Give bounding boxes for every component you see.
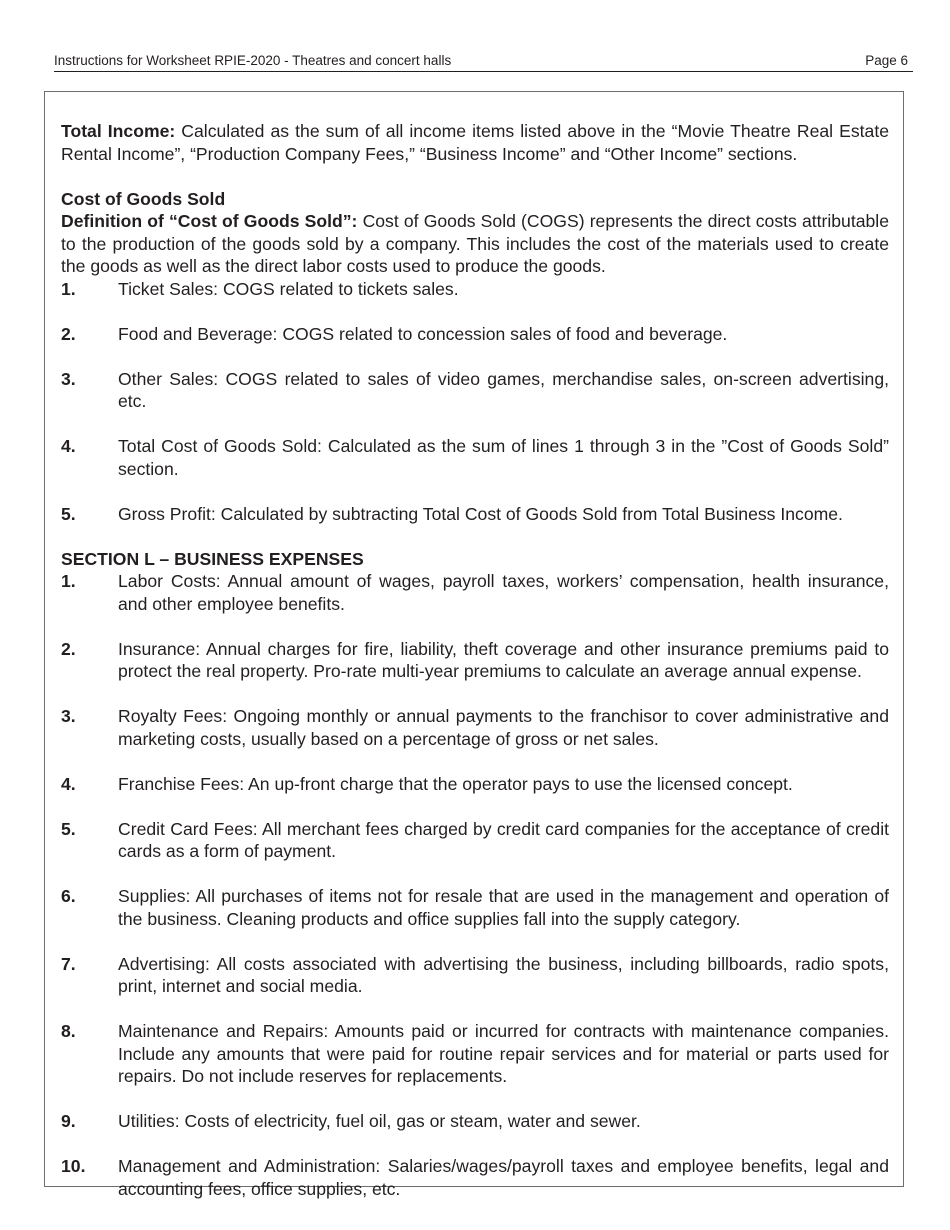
list-item: 8. Maintenance and Repairs: Amounts paid or incurred for contracts with maintenance companies. Include any amounts that were paid for routine repair services and for material or parts used for repairs. Do not include reserves for replacements. bbox=[61, 1021, 889, 1086]
list-item: 6. Supplies: All purchases of items not for resale that are used in the management and operation of the business. Cleaning products and office supplies fall into the supply category. bbox=[61, 886, 889, 929]
list-item: 1. Labor Costs: Annual amount of wages, payroll taxes, workers’ compensation, health insurance, and other employee benefits. bbox=[61, 571, 889, 614]
document-title: Instructions for Worksheet RPIE-2020 - Theatres and concert halls bbox=[54, 53, 452, 68]
instructions-content bbox=[61, 120, 889, 1200]
page-number: Page 6 bbox=[865, 53, 908, 68]
cogs-definition-label: Definition of “Cost of Goods Sold”: bbox=[61, 211, 358, 231]
cogs-definition bbox=[61, 210, 889, 278]
list-item: 3. Other Sales: COGS related to sales of video games, merchandise sales, on-screen advertising, etc. bbox=[61, 368, 889, 411]
list-item: 4. Franchise Fees: An up-front charge that the operator pays to use the licensed concept. bbox=[61, 773, 793, 794]
list-item: 5. Credit Card Fees: All merchant fees charged by credit card companies for the acceptance of credit cards as a form of payment. bbox=[61, 818, 889, 861]
total-income-paragraph bbox=[61, 120, 889, 165]
list-item: 10. Management and Administration: Salaries/wages/payroll taxes and employee benefits, legal and accounting fees, office supplies, etc. bbox=[61, 1156, 889, 1199]
total-income-text: Calculated as the sum of all income items listed above in the “Movie Theatre Real Estate Rental Income”, “Production Company Fees,” “Business Income” and “Other Income” sections. bbox=[61, 121, 889, 164]
list-item: 2. Insurance: Annual charges for fire, liability, theft coverage and other insurance premiums paid to protect the real property. Pro-rate multi-year premiums to calculate an average annual expense. bbox=[61, 638, 889, 681]
list-item: 4. Total Cost of Goods Sold: Calculated as the sum of lines 1 through 3 in the ”Cost of Goods Sold” section. bbox=[61, 436, 889, 479]
list-item: 9. Utilities: Costs of electricity, fuel oil, gas or steam, water and sewer. bbox=[61, 1111, 641, 1131]
cogs-heading: Cost of Goods Sold bbox=[61, 188, 226, 209]
list-item: 3. Royalty Fees: Ongoing monthly or annual payments to the franchisor to cover administrative and marketing costs, usually based on a percentage of gross or net sales. bbox=[61, 706, 889, 749]
cogs-definition-text: Cost of Goods Sold (COGS) represents the direct costs attributable to the production of the goods sold by a company. This includes the cost of the materials used to create the goods as well as the direct labor costs used to produce the goods. bbox=[61, 211, 889, 276]
list-item: 2. Food and Beverage: COGS related to concession sales of food and beverage. bbox=[61, 323, 728, 344]
total-income-label: Total Income: bbox=[61, 121, 176, 141]
page-header bbox=[54, 53, 908, 69]
list-item: 5. Gross Profit: Calculated by subtracting Total Cost of Goods Sold from Total Business Income. bbox=[61, 503, 843, 524]
header-divider bbox=[54, 71, 913, 72]
list-item: 1. Ticket Sales: COGS related to tickets sales. bbox=[61, 278, 459, 299]
section-l-heading: SECTION L – BUSINESS EXPENSES bbox=[61, 548, 364, 569]
list-item: 7. Advertising: All costs associated with advertising the business, including billboards, radio spots, print, internet and social media. bbox=[61, 953, 889, 996]
